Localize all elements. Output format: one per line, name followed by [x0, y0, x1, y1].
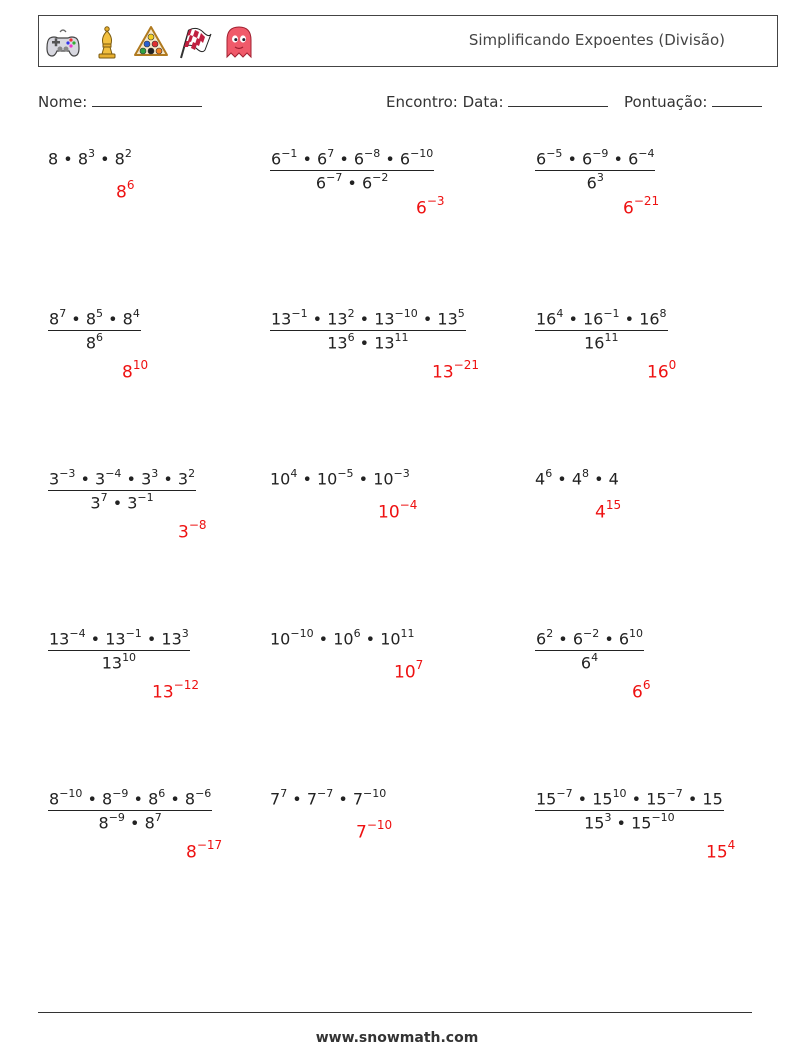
meeting-date-label: Encontro: Data: [386, 93, 504, 111]
problem-expression: 8 • $8^3$ • $8^2$ [48, 147, 132, 169]
chess-bishop-icon [89, 24, 125, 60]
problem-fraction [48, 308, 141, 353]
problem-expression: $10^4$ • $10^{-5}$ • $10^{-3}$ [270, 467, 410, 489]
answer-1: $8^6$ [116, 178, 135, 203]
problem-14 [270, 788, 386, 808]
footer-url: www.snowmath.com [315, 1030, 479, 1046]
problem-fraction [48, 468, 196, 513]
numerator: $6^2$ • $6^{-2}$ • $6^{10}$ [536, 627, 644, 649]
name-field [38, 92, 202, 111]
problem-15 [535, 788, 724, 833]
problem-fraction [270, 148, 434, 193]
numerator: $6^{-5}$ • $6^{-9}$ • $6^{-4}$ [536, 147, 655, 169]
score-field [624, 92, 762, 111]
numerator: $16^4$ • $16^{-1}$ • $16^8$ [536, 307, 667, 329]
problem-fraction [535, 148, 655, 193]
problem-fraction [48, 788, 212, 833]
meeting-date-blank [508, 92, 608, 107]
problem-5 [270, 308, 466, 353]
answer-5: $13^{-21}$ [432, 358, 479, 383]
problem-expression: $4^6$ • $4^8$ • 4 [535, 467, 619, 489]
problem-3 [535, 148, 655, 193]
problem-expression: $7^7$ • $7^{-7}$ • $7^{-10}$ [270, 787, 387, 809]
meeting-date-field [386, 92, 608, 111]
denominator: $13^{10}$ [101, 651, 137, 673]
numerator: $13^{-1}$ • $13^2$ • $13^{-10}$ • $13^5$ [271, 307, 465, 329]
numerator: $6^{-1}$ • $6^7$ • $6^{-8}$ • $6^{-10}$ [271, 147, 434, 169]
problem-11 [270, 628, 415, 648]
problem-10 [48, 628, 190, 673]
answer-15: $15^4$ [706, 838, 736, 863]
answer-13: $8^{-17}$ [186, 838, 223, 863]
denominator: $16^{11}$ [584, 331, 619, 353]
problem-6 [535, 308, 668, 353]
billiard-rack-icon [133, 24, 169, 60]
name-blank [92, 92, 202, 107]
ghost-icon [221, 24, 257, 60]
header-icons [45, 22, 257, 62]
problem-fraction [535, 628, 644, 673]
problem-1 [48, 148, 132, 168]
answer-2: $6^{-3}$ [416, 194, 445, 219]
denominator: $8^6$ [85, 331, 103, 353]
problem-2 [270, 148, 434, 193]
answer-12: $6^6$ [632, 678, 651, 703]
name-label: Nome: [38, 93, 88, 111]
numerator: $13^{-4}$ • $13^{-1}$ • $13^3$ [49, 627, 189, 649]
answer-6: $16^0$ [647, 358, 677, 383]
gamepad-icon [45, 24, 81, 60]
answer-9: $4^{15}$ [595, 498, 622, 523]
problem-fraction [270, 308, 466, 353]
numerator: $15^{-7}$ • $15^{10}$ • $15^{-7}$ • 15 [536, 787, 723, 809]
denominator: $6^{-7}$ • $6^{-2}$ [315, 171, 389, 193]
score-label: Pontuação: [624, 93, 708, 111]
problem-9 [535, 468, 619, 488]
answer-3: $6^{-21}$ [623, 194, 660, 219]
answer-8: $10^{-4}$ [378, 498, 418, 523]
answer-4: $8^{10}$ [122, 358, 149, 383]
worksheet-title: Simplificando Expoentes (Divisão) [468, 31, 725, 49]
worksheet-header [38, 15, 778, 67]
answer-11: $10^7$ [394, 658, 424, 683]
problem-8 [270, 468, 410, 488]
denominator: $15^3$ • $15^{-10}$ [584, 811, 675, 833]
answer-7: $3^{-8}$ [178, 518, 207, 543]
denominator: $3^7$ • $3^{-1}$ [90, 491, 154, 513]
problem-expression: $10^{-10}$ • $10^6$ • $10^{11}$ [270, 627, 415, 649]
denominator: $6^4$ [580, 651, 599, 673]
denominator: $8^{-9}$ • $8^7$ [98, 811, 162, 833]
numerator: $3^{-3}$ • $3^{-4}$ • $3^3$ • $3^2$ [49, 467, 196, 489]
problem-7 [48, 468, 196, 513]
problem-13 [48, 788, 212, 833]
denominator: $6^3$ [586, 171, 604, 193]
problem-12 [535, 628, 644, 673]
numerator: $8^7$ • $8^5$ • $8^4$ [49, 307, 140, 329]
problem-4 [48, 308, 141, 353]
score-blank [712, 92, 762, 107]
answer-10: $13^{-12}$ [152, 678, 199, 703]
denominator: $13^6$ • $13^{11}$ [327, 331, 409, 353]
answer-14: $7^{-10}$ [356, 818, 393, 843]
numerator: $8^{-10}$ • $8^{-9}$ • $8^6$ • $8^{-6}$ [49, 787, 212, 809]
problem-fraction [535, 788, 724, 833]
problem-fraction [48, 628, 190, 673]
problem-fraction [535, 308, 668, 353]
checkered-flag-icon [177, 24, 213, 60]
footer-divider [38, 1012, 752, 1013]
